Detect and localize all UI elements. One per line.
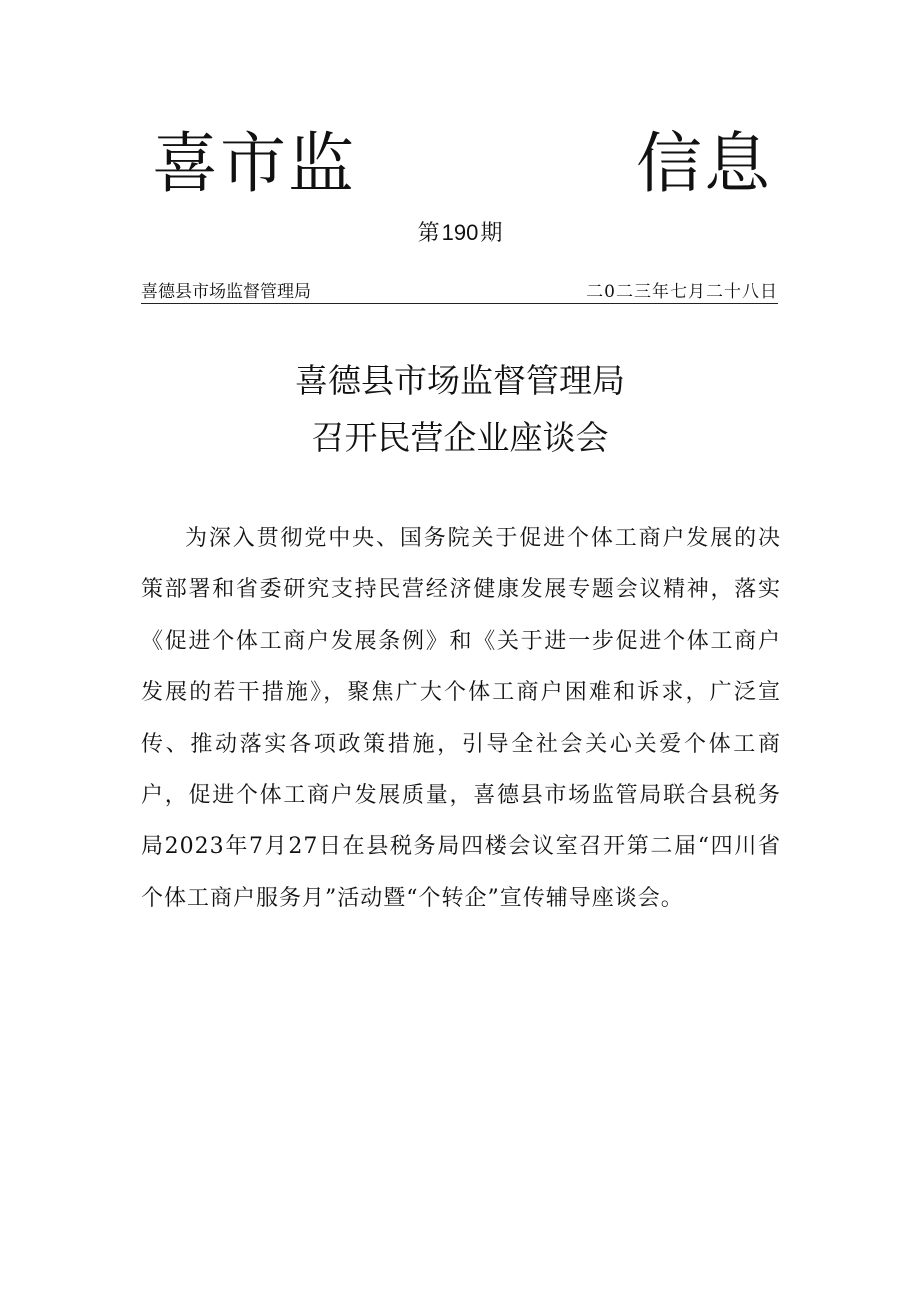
article-title-line-1: 喜德县市场监督管理局 xyxy=(295,361,625,400)
issuer-date-row xyxy=(141,280,778,304)
masthead-title-left: 喜市监 xyxy=(152,125,356,202)
article-body-paragraph: 为深入贯彻党中央、国务院关于促进个体工商户发展的决策部署和省委研究支持民营经济健康发展专题会议精神，落实《促进个体工商户发展条例》和《关于进一步促进个体工商户发展的若干措施》，聚焦广大个体工商户困难和诉求，广泛宣传、推动落实各项政策措施，引导全社会关心关爱个体工商户，促进个体工商户发展质量，喜德县市场监管局联合县税务局2023年7月27日在县税务局四楼会议室召开第二届“四川省个体工商户服务月”活动暨“个转企”宣传辅导座谈会。 xyxy=(141,526,781,911)
issue-suffix: 期 xyxy=(480,221,503,246)
issue-number-value: 190 xyxy=(441,220,479,245)
article-title-line-2: 召开民营企业座谈会 xyxy=(311,418,609,457)
header-divider xyxy=(141,303,778,304)
issue-date: 二0二三年七月二十八日 xyxy=(586,282,778,302)
masthead-title-right: 信息 xyxy=(636,125,772,202)
issue-number xyxy=(0,218,920,249)
issuing-organization: 喜德县市场监督管理局 xyxy=(141,282,311,302)
issue-prefix: 第 xyxy=(417,221,440,246)
